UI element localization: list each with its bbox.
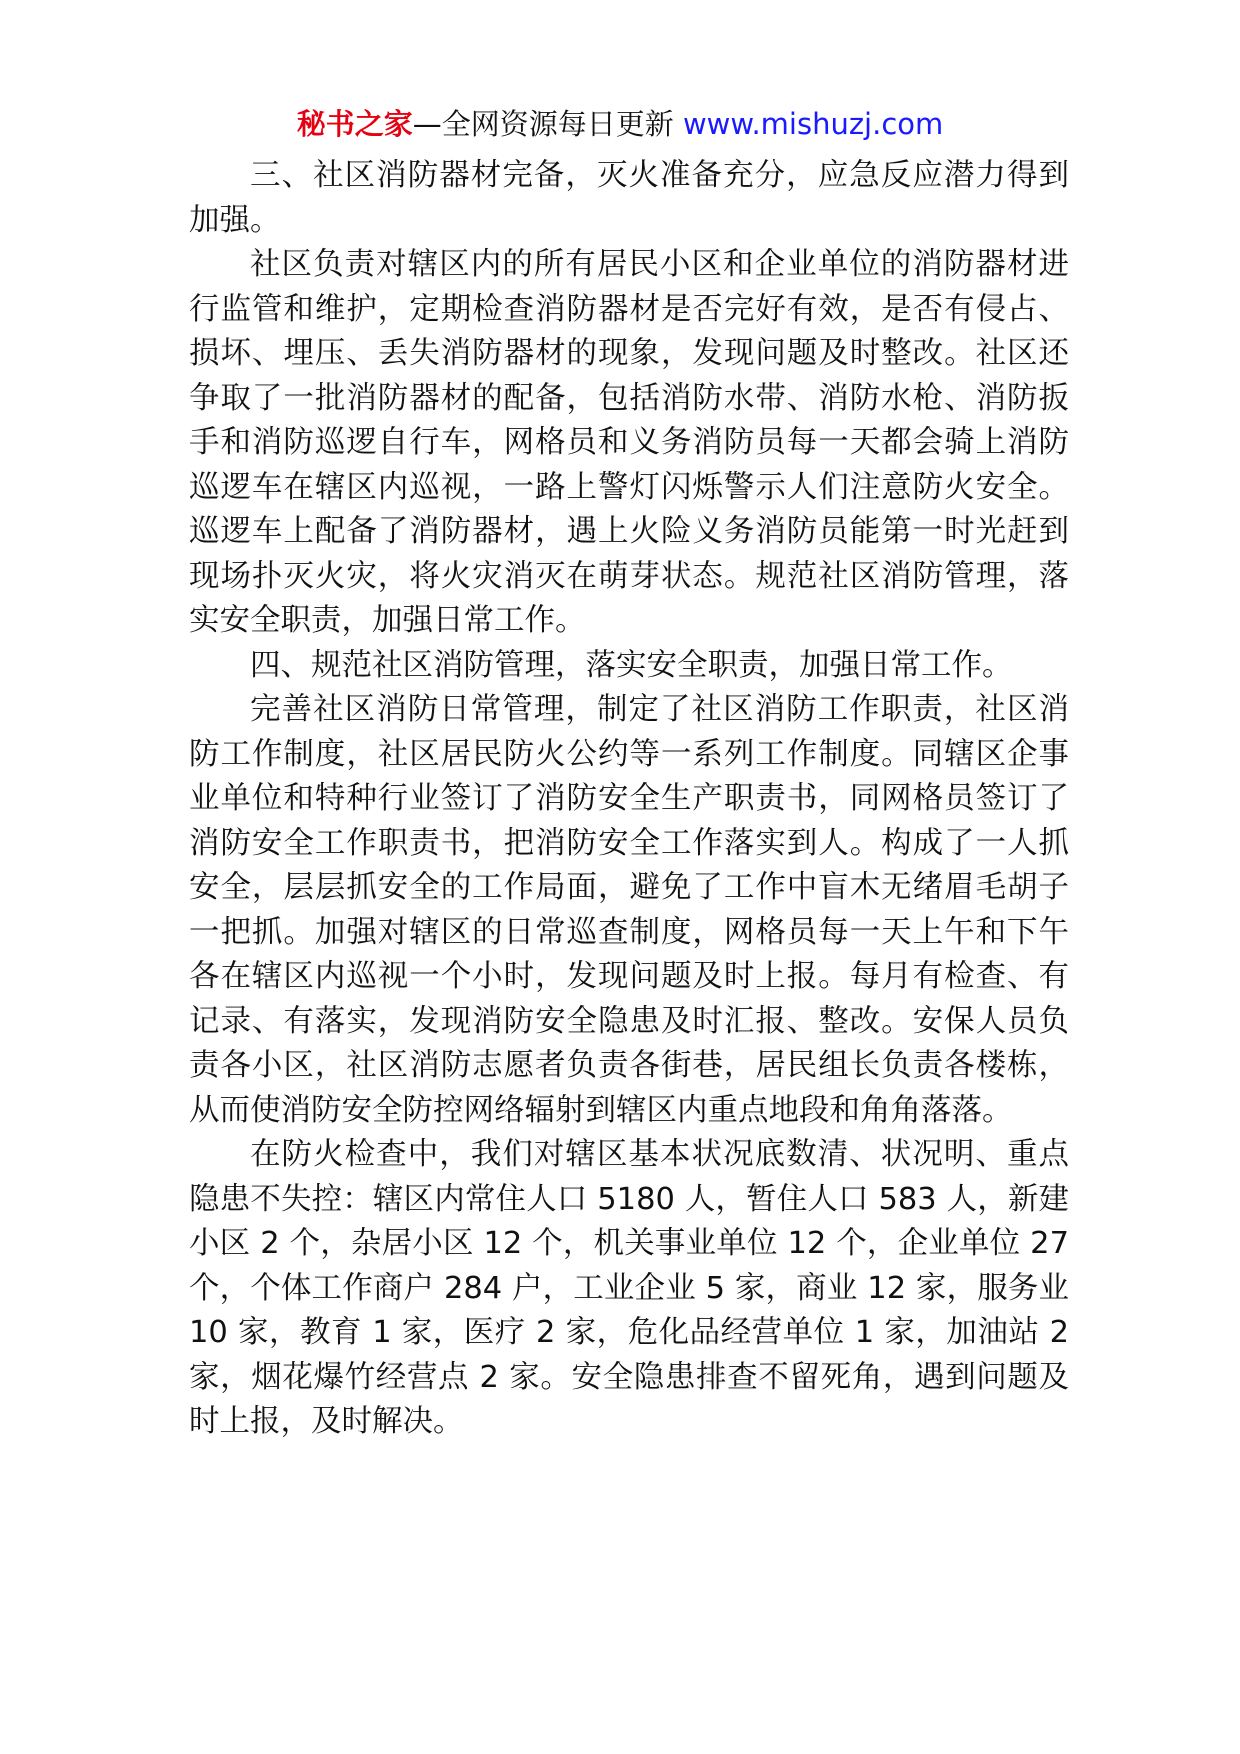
header-slogan: —全网资源每日更新 xyxy=(412,107,674,141)
section-heading-3: 三、社区消防器材完备，灭火准备充分，应急反应潜力得到加强。 xyxy=(189,158,1069,238)
paragraph-equipment: 社区负责对辖区内的所有居民小区和企业单位的消防器材进行监管和维护，定期检查消防器材是否完好有效，是否有侵占、损坏、埋压、丢失消防器材的现象，发现问题及时整改。社区还争取了一批消防器材的配备，包括消防水带、消防水枪、消防扳手和消防巡逻自行车，网格员和义务消防员每一天都会骑上消防巡逻车在辖区内巡视，一路上警灯闪烁警示人们注意防火安全。巡逻车上配备了消防器材，遇上火险义务消防员能第一时光赶到现场扑灭火灾，将火灾消灭在萌芽状态。规范社区消防管理，落实安全职责，加强日常工作。 xyxy=(189,247,1069,638)
brand-name: 秘书之家 xyxy=(296,107,413,141)
paragraph-inspection: 在防火检查中，我们对辖区基本状况底数清、状况明、重点隐患不失控：辖区内常住人口 5180 人，暂住人口 583 人，新建小区 2 个，杂居小区 12 个，机关事业单位 12 个，企业单位 27 个，个体工作商户 284 户，工业企业 5 家，商业 12 家，服务业 10 家，教育 1 家，医疗 2 家，危化品经营单位 1 家，加油站 2 家，烟花爆竹经营点 2 家。安全隐患排查不留死角，遇到问题及时上报，及时解决。 xyxy=(189,1137,1069,1439)
page-header xyxy=(0,104,1240,144)
section-heading-4: 四、规范社区消防管理，落实安全职责，加强日常工作。 xyxy=(250,647,1013,683)
paragraph-management: 完善社区消防日常管理，制定了社区消防工作职责，社区消防工作制度，社区居民防火公约等一系列工作制度。同辖区企事业单位和特种行业签订了消防安全生产职责书，同网格员签订了消防安全工作职责书，把消防安全工作落实到人。构成了一人抓安全，层层抓安全的工作局面，避免了工作中盲木无绪眉毛胡子一把抓。加强对辖区的日常巡查制度，网格员每一天上午和下午各在辖区内巡视一个小时，发现问题及时上报。每月有检查、有记录、有落实，发现消防安全隐患及时汇报、整改。安保人员负责各小区，社区消防志愿者负责各街巷，居民组长负责各楼栋，从而使消防安全防控网络辐射到辖区内重点地段和角角落落。 xyxy=(189,692,1069,1128)
header-url[interactable]: www.mishuzj.com xyxy=(682,107,944,141)
document-body xyxy=(189,154,1069,1445)
